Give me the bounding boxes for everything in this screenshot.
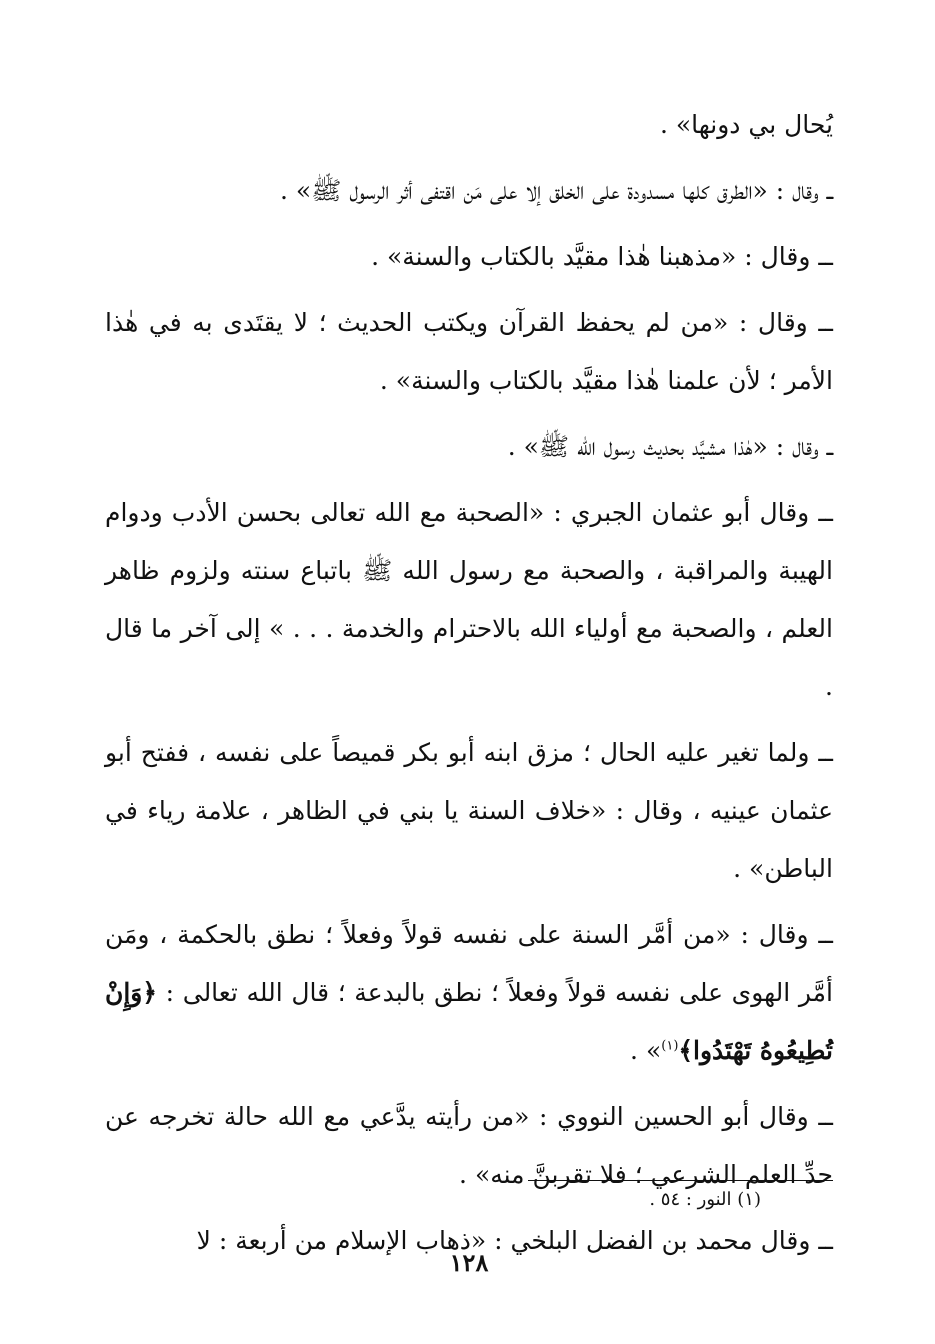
paragraph-quran-before: ــ وقال : «من أمَّر السنة على نفسه قولاً وفعلاً ؛ نطق بالحكمة ، ومَن أمَّر الهوى على نفسه قولاً وفعلاً ؛ نطق بالبدعة ؛ قال الله تعالى : [105, 920, 833, 1007]
book-page [105, 96, 833, 1276]
footnote: (١) النور : ٥٤ . [649, 1189, 761, 1210]
quran-verse: ﴿وَإِنْ تُطِيعُوهُ تَهْتَدُوا﴾ [105, 978, 833, 1065]
paragraph-continuation: يُحال بي دونها» . [659, 110, 833, 139]
paragraph-quote-madhab: ــ وقال : «مذهبنا هٰذا مقيَّد بالكتاب والسنة» . [371, 242, 833, 271]
paragraph-quran-after: » . [630, 1036, 662, 1065]
paragraph-quote-quran-hadith: ــ وقال : «من لم يحفظ القرآن ويكتب الحديث ؛ لا يقتَدى به في هٰذا الأمر ؛ لأن علمنا هٰذا مقيَّد بالكتاب والسنة» . [105, 308, 833, 395]
paragraph-quote-mushayyad: ــ وقال : «هٰذا مشيَّد بحديث رسول الله ﷺ» . [507, 432, 833, 461]
paragraph-quran-verse [105, 906, 833, 1080]
paragraph-abu-uthman: ــ وقال أبو عثمان الجبري : «الصحبة مع الله تعالى بحسن الأدب ودوام الهيبة والمراقبة ، والصحبة مع رسول الله ﷺ باتباع سنته ولزوم ظاهر العلم ، والصحبة مع أولياء الله بالاحترام والخدمة . . . » إلى آخر ما قال . [105, 498, 833, 701]
page-number: ١٢٨ [449, 1248, 489, 1277]
paragraph-quote-path: ــ وقال : «الطرق كلها مسدودة على الخلق إلا على مَن اقتفى أثر الرسول ﷺ» . [280, 176, 833, 205]
footnote-divider [528, 1180, 833, 1181]
footnote-marker: (١) [661, 1038, 679, 1054]
paragraph-son-shirt: ــ ولما تغير عليه الحال ؛ مزق ابنه أبو بكر قميصاً على نفسه ، ففتح أبو عثمان عينيه ، وقال : «خلاف السنة يا بني في الظاهر ، علامة رياء في الباطن» . [105, 738, 833, 883]
paragraph-nuri: ــ وقال أبو الحسين النووي : «من رأيته يدَّعي مع الله حالة تخرجه عن حدِّ العلم الشرعي ؛ فلا تقربنَّ منه» . [105, 1102, 833, 1189]
paragraph-balkhi: ــ وقال محمد بن الفضل البلخي : «ذهاب الإسلام من أربعة : لا [196, 1226, 833, 1255]
